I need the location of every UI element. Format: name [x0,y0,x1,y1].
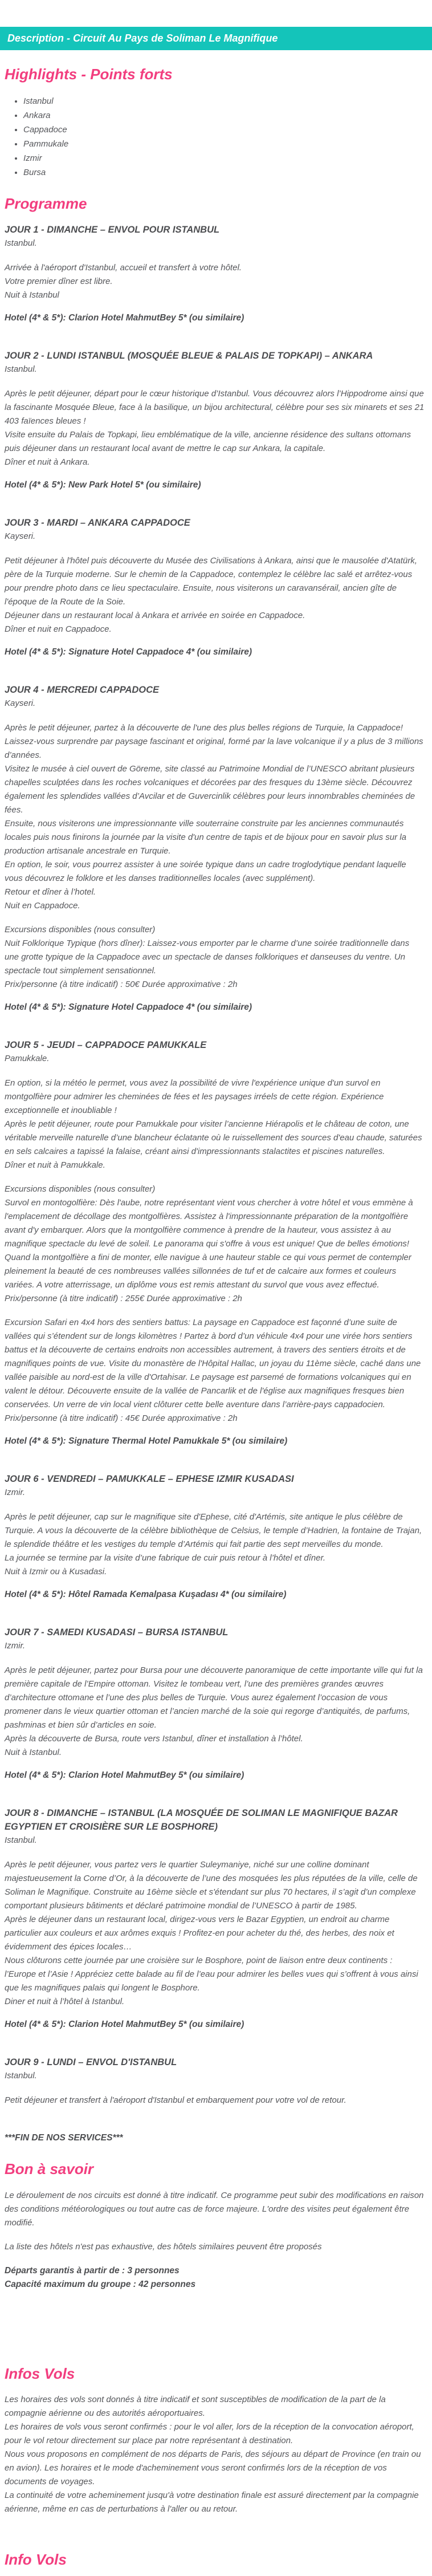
paragraph: Après le petit déjeuner, vous partez vers le quartier Suleymaniye, niché sur une colline dominant majestueusement la Corne d’Or, à la découverte de l’une des mosquées les plus réputées de la ville, celle de Soliman le Magnifique. Construite au 16ème siècle et s'étendant sur plus 70 hectares, il s’agit d’un complexe comportant plusieurs bâtiments et déclaré patrimoine mondial de l’UNESCO à partir de 1985. [5,1860,418,1911]
days-container [5,223,425,2107]
hotel-line: Hotel (4* & 5*): Clarion Hotel MahmutBey 5* (ou similaire) [5,2020,244,2030]
highlight-item: • Ankara [23,108,425,123]
paragraph-block [5,554,425,636]
hotel-line: Hotel (4* & 5*): Signature Hotel Cappadoce 4* (ou similaire) [5,1002,252,1013]
day-section [5,1472,425,1602]
day-section [5,1038,425,1448]
page-title: Description - Circuit Au Pays de Soliman Le Magnifique [7,32,278,44]
paragraph: En option, le soir, vous pourrez assister à une soirée typique dans un cadre troglodytique pendant laquelle vous découvrez le folklore et les danses traditionnelles locales (avec supplément). [5,860,406,884]
paragraph-block [5,1858,425,2009]
paragraph: Dîner et nuit à Pamukkale. [5,1160,105,1171]
paragraph: Petit déjeuner à l'hôtel puis découverte du Musée des Civilisations à Ankara, ainsi que le mausolée d'Atatürk, père de la Turquie moderne. Sur le chemin de la Cappadoce, contemplez le célèbre lac salé et arrêtez-vous pour prendre photo dans ce lieu spectaculaire. Ensuite, nous visiterons un caravansérail, ancien gîte de l'époque de la Route de la Soie. [5,556,417,607]
paragraph: Excursions disponibles (nous consulter) [5,925,156,935]
day-location: Istanbul. [5,2071,37,2081]
paragraph: Après le petit déjeuner, route pour Pamukkale pour visiter l’ancienne Hiérapolis et le château de coton, une véritable merveille naturelle d’une blancheur éclatante où le ruissellement des sources d'eau chaude, saturées en sels calcaires a tapissé la falaise, créant ainsi d'impressionnants stalactites et piscines naturelles. [5,1119,422,1157]
paragraph-block [5,1316,425,1425]
paragraph: Après la découverte de Bursa, route vers Istanbul, dîner et installation à l’hôtel. [5,1734,303,1744]
fin-services-line: ***FIN DE NOS SERVICES*** [5,2133,123,2143]
paragraph: Nous clôturons cette journée par une croisière sur le Bosphore, point de liaison entre deux continents : l’Europe et l’Asie ! Appréciez cette balade au fil de l’eau pour admirer les belles vues qui s’offrent à vous ainsi que les magnifiques palais qui longent le Bosphore. [5,1956,418,1993]
paragraph: Nuit à Izmir ou à Kusadasi. [5,1567,107,1577]
highlights-list [5,94,425,180]
day-location: Kayseri. [5,531,36,542]
day-section [5,223,425,325]
paragraph-block [5,2094,425,2107]
day-section [5,1626,425,1782]
paragraph: Nuit Folklorique Typique (hors dîner): Laissez-vous emporter par le charme d’une soirée traditionnelle dans une grotte typique de la Cappadoce avec un spectacle de danses folkloriques et danseuses du ventre. Un spectacle tout simplement sensationnel. [5,938,410,976]
day-location: Izmir. [5,1641,26,1651]
paragraph: Prix/personne (à titre indicatif) : 255€ Durée approximative : 2h [5,1294,242,1304]
highlight-item: • Bursa [23,165,425,180]
day-location: Kayseri. [5,698,36,709]
paragraph: La liste des hôtels n'est pas exhaustive, des hôtels similaires peuvent être proposés [5,2241,322,2252]
day-title: JOUR 1 - DIMANCHE – ENVOL POUR ISTANBUL [5,225,220,235]
paragraph-block [5,923,425,992]
paragraph-block [5,261,425,302]
paragraph-block [5,1510,425,1579]
day-title: JOUR 7 - SAMEDI KUSADASI – BURSA ISTANBUL [5,1627,229,1638]
day-section [5,349,425,492]
paragraph: Ensuite, nous visiterons une impressionnante ville souterraine construite par les anciennes communautés locales puis nous finirons la journée par la visite d'un centre de tapis et de bijoux pour en savoir plus sur la production artisanale ancestrale en Turquie. [5,819,406,856]
day-location: Pamukkale. [5,1054,50,1064]
paragraph: Nous vous proposons en complément de nos départs de Paris, des séjours au départ de Province (en train ou en avion). Les horaires et le mode d'acheminement vous seront confirmés lors de la réception de vos documents de voyages. [5,2449,421,2487]
paragraph-block [5,1076,425,1172]
bon-a-savoir-paragraphs [5,2189,425,2254]
programme-heading: Programme [5,194,87,212]
paragraph: Après le petit déjeuner, cap sur le magnifique site d'Ephese, cité d'Artémis, site antique le plus célèbre de Turquie. A vous la découverte de la célèbre bibliothèque de Celsius, le temple d’Hadrien, la fontaine de Trajan, le splendide théâtre et les vestiges du temple d’Artémis qui fait partie des sept merveilles du monde. [5,1512,422,1550]
info-vols-heading: Info Vols [5,2551,67,2569]
hotel-line: Hotel (4* & 5*): Signature Hotel Cappadoce 4* (ou similaire) [5,647,252,657]
day-location: Izmir. [5,1488,26,1498]
paragraph: Arrivée à l'aéroport d'Istanbul, accueil et transfert à votre hôtel. [5,263,242,273]
day-section [5,2055,425,2107]
paragraph: Les horaires de vols vous seront confirmés : pour le vol aller, lors de la réception de la convocation aéroport, pour le vol retour directement sur place par notre représentant à destination. [5,2422,414,2446]
paragraph: Les horaires des vols sont donnés à titre indicatif et sont susceptibles de modification de la part de la compagnie aérienne ou des autorités aéroportuaires. [5,2395,386,2419]
paragraph: Visite ensuite du Palais de Topkapi, lieu emblématique de la ville, ancienne résidence des sultans ottomans puis déjeuner dans un restaurant local avant de mettre le cap sur Ankara, la capitale. [5,430,411,454]
hotel-line: Hotel (4* & 5*): Clarion Hotel MahmutBey 5* (ou similaire) [5,1770,244,1781]
paragraph: Nuit à Istanbul. [5,1748,62,1758]
paragraph: Le déroulement de nos circuits est donné à titre indicatif. Ce programme peut subir des modifications en raison des conditions météorologiques ou tout autre cas de force majeure. L'ordre des visites peut également être modifié. [5,2190,424,2228]
paragraph-block [5,721,425,913]
paragraph: Déjeuner dans un restaurant local à Ankara et arrivée en soirée en Cappadoce. [5,611,305,621]
paragraph: La journée se termine par la visite d’une fabrique de cuir puis retour à l’hôtel et dîner. [5,1553,326,1563]
paragraph: Nuit à Istanbul [5,290,59,300]
paragraph: Dîner et nuit en Cappadoce. [5,624,112,635]
bold-note: Départs garantis à partir de : 3 personnes [5,2265,180,2276]
paragraph: Après le petit déjeuner, partez pour Bursa pour une découverte panoramique de cette importante ville qui fut la première capitale de l’Empire ottoman. Visitez le tombeau vert, l’une des premières grandes œuvres d’architecture ottomane et l’une des plus belles de Turquie. Vous aurez également l’occasion de vous promener dans le vieux quartier ottoman et l’ancien marché de la soie qui regorge d’antiquités, de parfums, pashminas et bien sûr d’articles en soie. [5,1665,423,1730]
paragraph: En option, si la météo le permet, vous avez la possibilité de vivre l'expérience unique d'un survol en montgolfière pour admirer les cheminées de fées et les paysages irréels de cette région. Expérience exceptionnelle et inoubliable ! [5,1078,384,1116]
paragraph: Votre premier dîner est libre. [5,277,113,287]
paragraph: Après le petit déjeuner, départ pour le cœur historique d’Istanbul. Vous découvrez alors l’Hippodrome ainsi que la fascinante Mosquée Bleue, face à la basilique, un bijou architectural, célèbre pour ses six minarets et ses 21 403 faïences bleues ! [5,389,425,426]
paragraph: Survol en montogolfière: Dès l'aube, notre représentant vient vous chercher à votre hôtel et vous emmène à l'emplacement de décollage des montgolfières. Assistez à l'impressionnante préparation de la montgolfière avant d'y embarquer. Alors que la montgolfière commence à prendre de la hauteur, vous assistez à au magnifique spectacle du levé de soleil. Le panorama qui s'offre à vous est unique! Que de belles émotions! Quand la montgolfière a fini de monter, elle navigue à une hauteur stable ce qui vous permet de contempler pleinement la beauté de ces nombreuses vallées sillonnées de tuf et de calcaire aux formes et couleurs variées. A votre atterrissage, un diplôme vous est remis attestant du survol que vous avez effectué. [5,1198,413,1290]
content [0,66,432,2576]
bon-a-savoir-bold-notes [5,2264,425,2291]
day-location: Istanbul. [5,364,37,375]
day-title: JOUR 9 - LUNDI – ENVOL D'ISTANBUL [5,2057,177,2068]
paragraph: Visitez le musée à ciel ouvert de Göreme, site classé au Patrimoine Mondial de l’UNESCO abritant plusieurs chapelles sculptées dans les roches volcaniques et décorées par des fresques du 13ème siècle. Découvrez également les splendides vallées d’Avcilar et de Guvercinlik célèbres pour leurs innombrables cheminées de fées. [5,764,415,815]
paragraph: Excursions disponibles (nous consulter) [5,1184,156,1194]
paragraph: Diner et nuit à l’hôtel à Istanbul. [5,1997,125,2007]
day-location: Istanbul. [5,238,37,249]
infos-vols-paragraphs [5,2393,425,2516]
paragraph: Après le petit déjeuner, partez à la découverte de l'une des plus belles régions de Turquie, la Cappadoce! Laissez-vous surprendre par paysage fascinant et original, formé par la lave volcanique il y a plus de 3 millions d’années. [5,723,423,761]
day-title: JOUR 3 - MARDI – ANKARA CAPPADOCE [5,518,190,529]
bold-note: Capacité maximum du groupe : 42 personnes [5,2279,196,2289]
highlight-item: • Pammukale [23,137,425,151]
day-title: JOUR 4 - MERCREDI CAPPADOCE [5,685,160,696]
highlight-item: • Cappadoce [23,123,425,137]
paragraph: Petit déjeuner et transfert à l'aéroport d'Istanbul et embarquement pour votre vol de retour. [5,2095,347,2106]
highlight-item: • Izmir [23,151,425,165]
day-title: JOUR 2 - LUNDI ISTANBUL (MOSQUÉE BLEUE & PALAIS DE TOPKAPI) – ANKARA [5,351,373,361]
day-title: JOUR 8 - DIMANCHE – ISTANBUL (LA MOSQUÉE DE SOLIMAN LE MAGNIFIQUE BAZAR EGYPTIEN ET CROISIÈRE SUR LE BOSPHORE) [5,1808,398,1833]
day-section [5,1806,425,2031]
paragraph: Dîner et nuit à Ankara. [5,457,90,468]
paragraph: La continuité de votre acheminement jusqu'à votre destination finale est assuré directement par la compagnie aérienne, même en cas de perturbations à l'aller ou au retour. [5,2490,419,2514]
paragraph-block [5,1664,425,1760]
hotel-line: Hotel (4* & 5*): New Park Hotel 5* (ou similaire) [5,480,201,490]
day-title: JOUR 6 - VENDREDI – PAMUKKALE – EPHESE IZMIR KUSADASI [5,1474,294,1485]
hotel-line: Hotel (4* & 5*): Clarion Hotel MahmutBey 5* (ou similaire) [5,313,244,323]
highlights-heading: Highlights - Points forts [5,66,173,83]
hotel-line: Hotel (4* & 5*): Signature Thermal Hotel Pamukkale 5* (ou similaire) [5,1436,288,1447]
paragraph: Prix/personne (à titre indicatif) : 45€ Durée approximative : 2h [5,1413,238,1424]
paragraph: Excursion Safari en 4x4 hors des sentiers battus: La paysage en Cappadoce est façonné d’une suite de vallées qui s’étendent sur de longs kilomètres ! Partez à bord d’un véhicule 4x4 pour une virée hors sentiers battus et la découverte de certains endroits non accessibles autrement, à travers des sentiers étroits et de magnifiques points de vue. Visite du monastère de l'Hôpital Hallac, un joyau du 11ème siècle, caché dans une vallée paisible au nord-est de la ville d'Ortahisar. Le paysage est parsemé de formations volcaniques qui en valent le détour. Découverte ensuite de la vallée de Pancarlik et de l'église aux magnifiques fresques bien conservées. Un verre de vin local vient clôturer cette belle aventure dans l’arrière-pays cappadocien. [5,1318,421,1410]
paragraph-block [5,387,425,469]
day-location: Istanbul. [5,1835,37,1846]
day-section [5,516,425,659]
bon-a-savoir-heading: Bon à savoir [5,2160,94,2178]
paragraph: Nuit en Cappadoce. [5,901,80,911]
paragraph: Prix/personne (à titre indicatif) : 50€ Durée approximative : 2h [5,980,238,990]
day-section [5,683,425,1014]
section-banner [0,27,432,50]
paragraph: Retour et dîner à l’hotel. [5,887,96,897]
paragraph-block [5,1183,425,1306]
day-title: JOUR 5 - JEUDI – CAPPADOCE PAMUKKALE [5,1040,207,1051]
paragraph: Après le déjeuner dans un restaurant local, dirigez-vous vers le Bazar Egyptien, un endroit au charme particulier aux couleurs et aux arômes exquis ! Profitez-en pour acheter du thé, des herbes, des noix et évidemment des épices locales… [5,1915,394,1952]
paragraph-block [5,2189,425,2230]
hotel-line: Hotel (4* & 5*): Hôtel Ramada Kemalpasa Kuşadası 4* (ou similaire) [5,1590,287,1600]
highlight-item: • Istanbul [23,94,425,108]
paragraph-block [5,2240,425,2254]
infos-vols-heading: Infos Vols [5,2364,75,2382]
